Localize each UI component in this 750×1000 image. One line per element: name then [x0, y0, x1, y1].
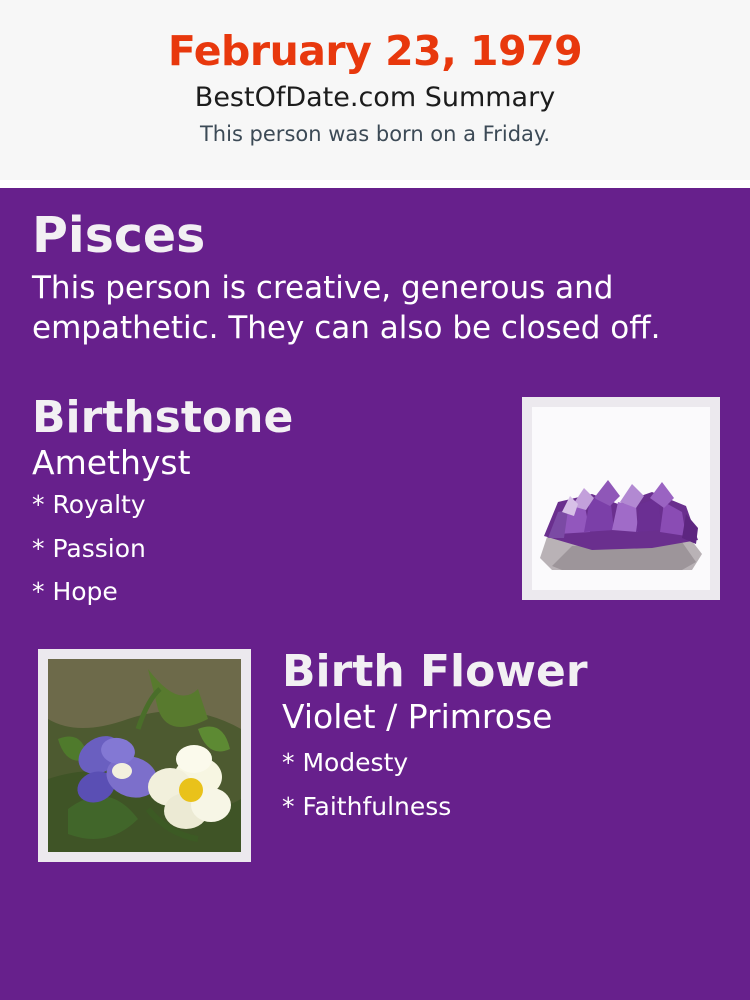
- birthflower-heading: Birth Flower: [282, 645, 588, 697]
- birthstone-heading: Birthstone: [32, 391, 294, 443]
- birthflower-name: Violet / Primrose: [282, 696, 553, 736]
- amethyst-icon: [532, 462, 710, 574]
- page-title: February 23, 1979: [167, 27, 583, 75]
- photo-frame: [48, 659, 241, 852]
- header-divider: [0, 180, 750, 188]
- site-name: BestOfDate.com Summary: [194, 82, 556, 114]
- main-content: [0, 188, 750, 1000]
- birth-day-note: This person was born on a Friday.: [199, 121, 551, 146]
- birthstone-section: [30, 391, 720, 625]
- zodiac-sign-name: Pisces: [32, 207, 206, 264]
- violet-primrose-photo: [38, 649, 251, 862]
- header: [0, 0, 750, 180]
- birthstone-trait: * Royalty: [32, 490, 146, 520]
- birthflower-text: [280, 645, 720, 821]
- birthflower-trait: * Faithfulness: [282, 791, 452, 821]
- amethyst-crystal-photo: [522, 397, 720, 600]
- birthflower-trait: * Modesty: [282, 748, 409, 778]
- birthstone-trait: * Passion: [32, 533, 146, 563]
- zodiac-section: [30, 207, 720, 349]
- birthstone-trait: * Hope: [32, 577, 118, 607]
- birthstone-name: Amethyst: [32, 442, 191, 482]
- zodiac-description: This person is creative, generous and empathetic. They can also be closed off.: [32, 270, 661, 347]
- flower-icon: [48, 659, 241, 852]
- photo-frame: [532, 407, 710, 590]
- birthflower-section: [30, 645, 720, 879]
